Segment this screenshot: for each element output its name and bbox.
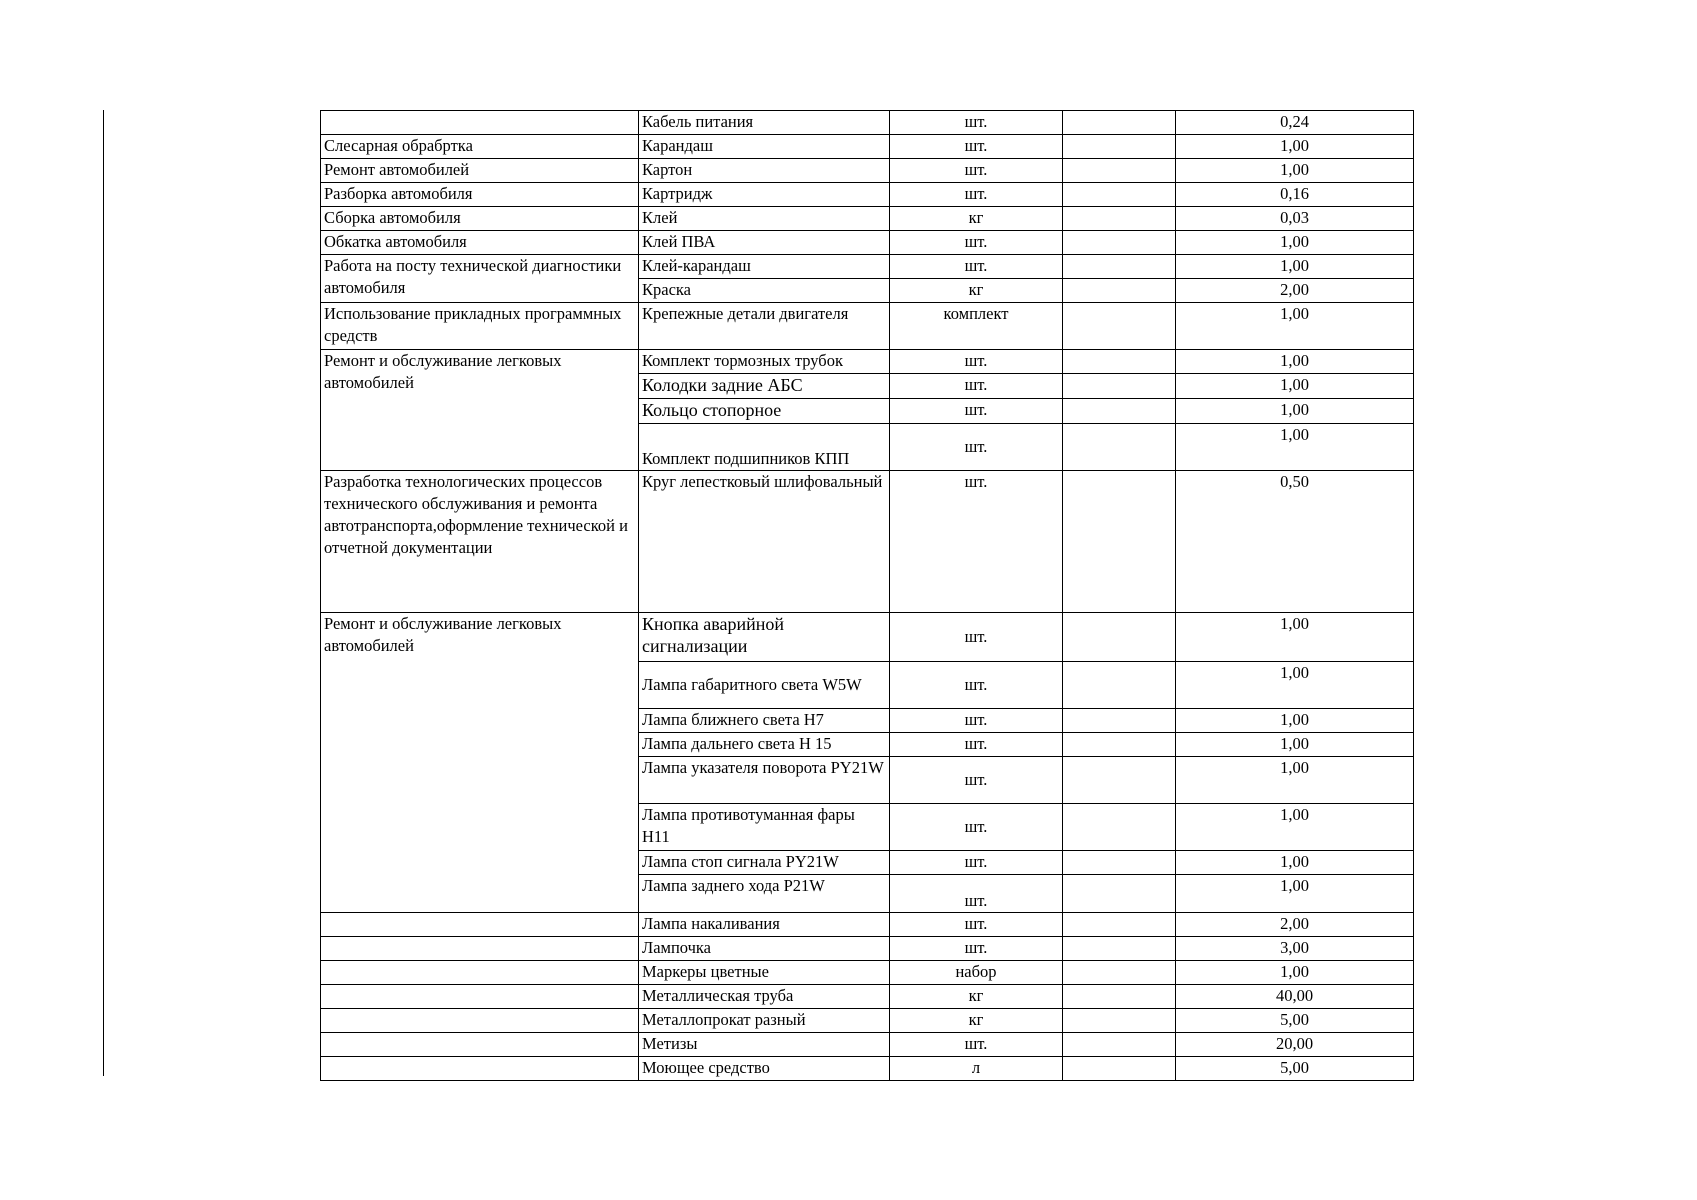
activity-cell (321, 111, 639, 135)
table-row (321, 913, 1414, 937)
quantity-cell: 1,00 (1176, 159, 1414, 183)
table-row (321, 961, 1414, 985)
unit-cell: комплект (890, 303, 1063, 350)
material-cell: Лампа ближнего света H7 (639, 709, 890, 733)
unit-cell: шт. (890, 875, 1063, 913)
quantity-cell: 1,00 (1176, 399, 1414, 424)
table-row (321, 613, 1414, 662)
material-cell: Лампа заднего хода P21W (639, 875, 890, 913)
quantity-cell: 1,00 (1176, 709, 1414, 733)
activity-cell: Разборка автомобиля (321, 183, 639, 207)
quantity-cell: 0,03 (1176, 207, 1414, 231)
blank-cell (1063, 961, 1176, 985)
material-cell: Кольцо стопорное (639, 399, 890, 424)
material-cell: Метизы (639, 1033, 890, 1057)
quantity-cell: 1,00 (1176, 733, 1414, 757)
unit-cell: шт. (890, 709, 1063, 733)
unit-cell: шт. (890, 757, 1063, 804)
quantity-cell: 0,24 (1176, 111, 1414, 135)
activity-cell: Работа на посту технической диагностики автомобиля (321, 255, 639, 303)
unit-cell: кг (890, 207, 1063, 231)
activity-cell: Использование прикладных программных средств (321, 303, 639, 350)
table-row (321, 350, 1414, 374)
activity-cell (321, 961, 639, 985)
activity-cell (321, 913, 639, 937)
material-cell: Крепежные детали двигателя (639, 303, 890, 350)
quantity-cell: 1,00 (1176, 875, 1414, 913)
unit-cell: шт. (890, 231, 1063, 255)
unit-cell: шт. (890, 111, 1063, 135)
blank-cell (1063, 613, 1176, 662)
unit-cell: кг (890, 279, 1063, 303)
material-cell: Лампа габаритного света W5W (639, 662, 890, 709)
blank-cell (1063, 231, 1176, 255)
activity-cell: Слесарная обрабртка (321, 135, 639, 159)
quantity-cell: 1,00 (1176, 374, 1414, 399)
blank-cell (1063, 804, 1176, 851)
blank-cell (1063, 937, 1176, 961)
quantity-cell: 1,00 (1176, 350, 1414, 374)
activity-cell: Разработка технологических процессов технического обслуживания и ремонта автотранспорта,оформление технической и отчетной документации (321, 471, 639, 613)
table-row (321, 1057, 1414, 1081)
material-cell: Лампа накаливания (639, 913, 890, 937)
blank-cell (1063, 350, 1176, 374)
materials-table (320, 110, 1414, 1081)
table-row (321, 255, 1414, 279)
blank-cell (1063, 207, 1176, 231)
material-cell: Маркеры цветные (639, 961, 890, 985)
unit-cell: шт. (890, 374, 1063, 399)
material-cell: Клей-карандаш (639, 255, 890, 279)
unit-cell: кг (890, 1009, 1063, 1033)
quantity-cell: 1,00 (1176, 613, 1414, 662)
table-row (321, 231, 1414, 255)
table-row (321, 159, 1414, 183)
quantity-cell: 0,16 (1176, 183, 1414, 207)
quantity-cell: 40,00 (1176, 985, 1414, 1009)
material-cell: Карандаш (639, 135, 890, 159)
blank-cell (1063, 159, 1176, 183)
material-cell: Лампочка (639, 937, 890, 961)
activity-cell (321, 1033, 639, 1057)
quantity-cell: 1,00 (1176, 255, 1414, 279)
blank-cell (1063, 183, 1176, 207)
quantity-cell: 1,00 (1176, 662, 1414, 709)
material-cell: Колодки задние АБС (639, 374, 890, 399)
blank-cell (1063, 1009, 1176, 1033)
blank-cell (1063, 985, 1176, 1009)
blank-cell (1063, 1057, 1176, 1081)
blank-cell (1063, 111, 1176, 135)
activity-cell: Сборка автомобиля (321, 207, 639, 231)
blank-cell (1063, 255, 1176, 279)
blank-cell (1063, 374, 1176, 399)
quantity-cell: 20,00 (1176, 1033, 1414, 1057)
material-cell: Металлопрокат разный (639, 1009, 890, 1033)
material-cell: Кнопка аварийной сигнализации (639, 613, 890, 662)
material-cell: Клей ПВА (639, 231, 890, 255)
left-margin-rule (103, 110, 104, 1076)
unit-cell: кг (890, 985, 1063, 1009)
table-row (321, 471, 1414, 613)
blank-cell (1063, 279, 1176, 303)
quantity-cell: 1,00 (1176, 135, 1414, 159)
activity-cell (321, 1057, 639, 1081)
material-cell: Краска (639, 279, 890, 303)
unit-cell: шт. (890, 135, 1063, 159)
quantity-cell: 1,00 (1176, 851, 1414, 875)
unit-cell: шт. (890, 662, 1063, 709)
quantity-cell: 1,00 (1176, 757, 1414, 804)
quantity-cell: 0,50 (1176, 471, 1414, 613)
activity-cell (321, 1009, 639, 1033)
table-row (321, 207, 1414, 231)
blank-cell (1063, 1033, 1176, 1057)
material-cell: Круг лепестковый шлифовальный (639, 471, 890, 613)
material-cell: Металлическая труба (639, 985, 890, 1009)
material-cell: Моющее средство (639, 1057, 890, 1081)
quantity-cell: 3,00 (1176, 937, 1414, 961)
quantity-cell: 2,00 (1176, 279, 1414, 303)
blank-cell (1063, 851, 1176, 875)
quantity-cell: 5,00 (1176, 1057, 1414, 1081)
unit-cell: л (890, 1057, 1063, 1081)
quantity-cell: 1,00 (1176, 424, 1414, 471)
material-cell: Лампа стоп сигнала PY21W (639, 851, 890, 875)
blank-cell (1063, 875, 1176, 913)
quantity-cell: 1,00 (1176, 231, 1414, 255)
table-row (321, 1033, 1414, 1057)
material-cell: Лампа противотуманная фары H11 (639, 804, 890, 851)
unit-cell: шт. (890, 424, 1063, 471)
table-row (321, 183, 1414, 207)
blank-cell (1063, 913, 1176, 937)
blank-cell (1063, 757, 1176, 804)
unit-cell: шт. (890, 733, 1063, 757)
blank-cell (1063, 733, 1176, 757)
table-row (321, 1009, 1414, 1033)
table-row (321, 111, 1414, 135)
unit-cell: шт. (890, 471, 1063, 613)
unit-cell: шт. (890, 1033, 1063, 1057)
material-cell: Комплект подшипников КПП (639, 424, 890, 471)
unit-cell: шт. (890, 613, 1063, 662)
material-cell: Кабель питания (639, 111, 890, 135)
material-cell: Картридж (639, 183, 890, 207)
material-cell: Картон (639, 159, 890, 183)
blank-cell (1063, 424, 1176, 471)
unit-cell: шт. (890, 159, 1063, 183)
activity-cell: Обкатка автомобиля (321, 231, 639, 255)
quantity-cell: 1,00 (1176, 961, 1414, 985)
table-row (321, 303, 1414, 350)
material-cell: Лампа дальнего света H 15 (639, 733, 890, 757)
unit-cell: шт. (890, 937, 1063, 961)
unit-cell: шт. (890, 851, 1063, 875)
blank-cell (1063, 399, 1176, 424)
table-row (321, 135, 1414, 159)
activity-cell (321, 985, 639, 1009)
quantity-cell: 5,00 (1176, 1009, 1414, 1033)
material-cell: Комплект тормозных трубок (639, 350, 890, 374)
activity-cell (321, 937, 639, 961)
material-cell: Лампа указателя поворота PY21W (639, 757, 890, 804)
unit-cell: шт. (890, 399, 1063, 424)
quantity-cell: 1,00 (1176, 303, 1414, 350)
blank-cell (1063, 709, 1176, 733)
unit-cell: шт. (890, 255, 1063, 279)
quantity-cell: 1,00 (1176, 804, 1414, 851)
unit-cell: набор (890, 961, 1063, 985)
unit-cell: шт. (890, 350, 1063, 374)
activity-cell: Ремонт автомобилей (321, 159, 639, 183)
unit-cell: шт. (890, 183, 1063, 207)
material-cell: Клей (639, 207, 890, 231)
activity-cell: Ремонт и обслуживание легковых автомобилей (321, 613, 639, 913)
unit-cell: шт. (890, 913, 1063, 937)
blank-cell (1063, 303, 1176, 350)
blank-cell (1063, 471, 1176, 613)
blank-cell (1063, 662, 1176, 709)
unit-cell: шт. (890, 804, 1063, 851)
quantity-cell: 2,00 (1176, 913, 1414, 937)
activity-cell: Ремонт и обслуживание легковых автомобилей (321, 350, 639, 471)
blank-cell (1063, 135, 1176, 159)
table-row (321, 985, 1414, 1009)
table-row (321, 937, 1414, 961)
